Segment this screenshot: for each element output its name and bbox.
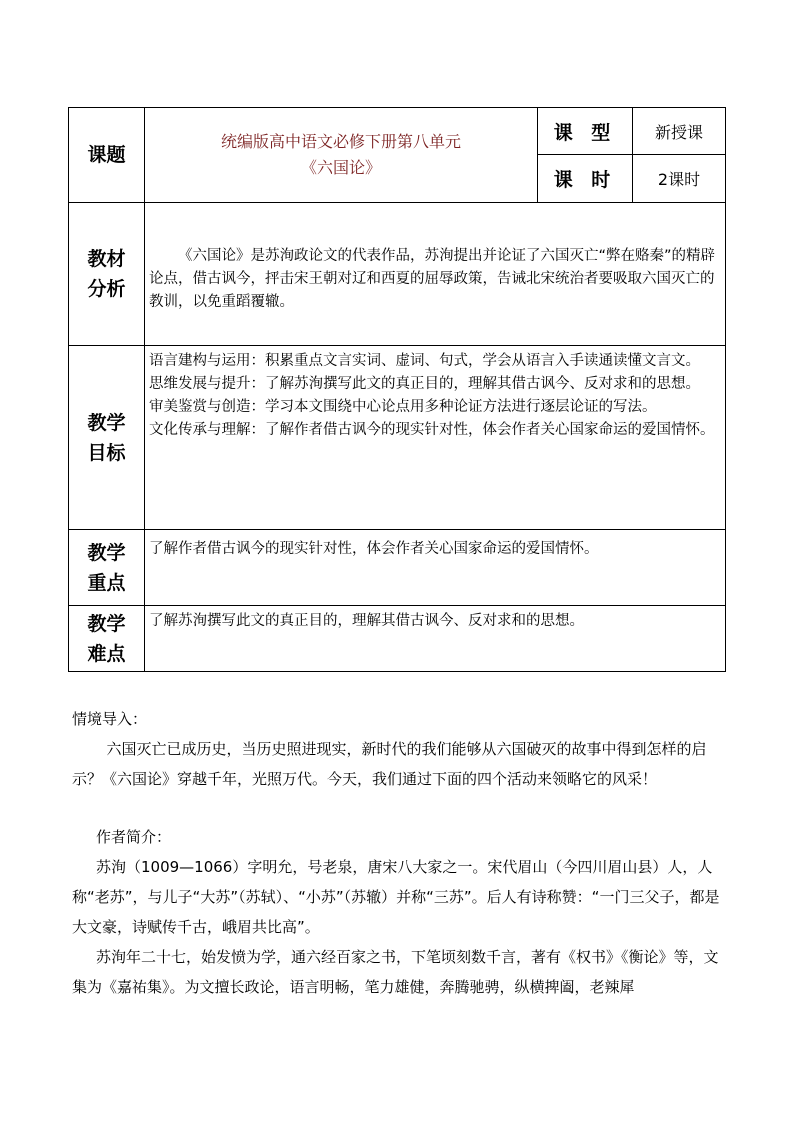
lesson-title-line2: 《六国论》 xyxy=(300,158,381,177)
key-label-line1: 教学 xyxy=(87,541,126,564)
analysis-cell xyxy=(145,203,726,346)
goal-aesthetic: 审美鉴赏与创造：学习本文围绕中心论点用多种论证方法进行逐层论证的写法。 xyxy=(149,399,657,415)
analysis-label-line1: 教材 xyxy=(87,248,126,270)
goal-culture: 文化传承与理解：了解作者借古讽今的现实针对性，体会作者关心国家命运的爱国情怀。 xyxy=(149,422,715,438)
key-text: 了解作者借古讽今的现实针对性，体会作者关心国家命运的爱国情怀。 xyxy=(149,541,599,557)
author-para-1: 苏洵（1009—1066）字明允，号老泉，唐宋八大家之一。宋代眉山（今四川眉山县）人，人称“老苏”，与儿子“大苏”（苏轼）、“小苏”（苏辙）并称“三苏”。后人有诗称赞：“一门三父子，都是大文豪，诗赋传千古，峨眉共比高”。 xyxy=(72,858,720,936)
lesson-hours-value: 2课时 xyxy=(633,155,726,203)
analysis-label-line2: 分析 xyxy=(87,278,126,300)
goals-cell xyxy=(145,346,726,530)
author-heading: 作者简介： xyxy=(96,828,172,846)
key-label-line2: 重点 xyxy=(87,571,126,594)
difficulty-label-line2: 难点 xyxy=(87,642,126,665)
author-section xyxy=(72,822,732,1002)
key-label-cell xyxy=(69,530,145,606)
lesson-type-value: 新授课 xyxy=(633,108,726,155)
lesson-type-label: 课 型 xyxy=(538,108,633,155)
lesson-hours-label: 课 时 xyxy=(538,155,633,203)
lesson-plan-table xyxy=(68,107,726,672)
difficulty-label-cell xyxy=(69,606,145,672)
author-para-2: 苏洵年二十七，始发愤为学，通六经百家之书，下笔顷刻数千言，著有《权书》《衡论》等，文集为《嘉祐集》。为文擅长政论，语言明畅，笔力雄健，奔腾驰骋，纵横捭阖，老辣犀 xyxy=(72,948,719,996)
key-cell xyxy=(145,530,726,606)
goals-label-line2: 目标 xyxy=(87,441,126,464)
topic-label-cell xyxy=(69,108,145,203)
lesson-title-cell xyxy=(145,108,538,203)
goal-thinking: 思维发展与提升：了解苏洵撰写此文的真正目的，理解其借古讽今、反对求和的思想。 xyxy=(149,376,700,392)
lesson-title-line1: 统编版高中语文必修下册第八单元 xyxy=(220,132,461,151)
difficulty-cell xyxy=(145,606,726,672)
difficulty-label-line1: 教学 xyxy=(87,612,126,635)
intro-heading: 情境导入： xyxy=(72,710,148,728)
goals-label-cell xyxy=(69,346,145,530)
goals-label-line1: 教学 xyxy=(87,411,126,434)
topic-label: 课题 xyxy=(87,144,126,166)
goal-language: 语言建构与运用：积累重点文言实词、虚词、句式，学会从语言入手读通读懂文言文。 xyxy=(149,353,700,369)
intro-text: 六国灭亡已成历史，当历史照进现实，新时代的我们能够从六国破灭的故事中得到怎样的启示？《六国论》穿越千年，光照万代。今天，我们通过下面的四个活动来领略它的风采！ xyxy=(72,740,707,788)
analysis-label-cell xyxy=(69,203,145,346)
difficulty-text: 了解苏洵撰写此文的真正目的，理解其借古讽今、反对求和的思想。 xyxy=(149,613,584,629)
intro-section xyxy=(72,704,732,794)
analysis-text: 《六国论》是苏洵政论文的代表作品，苏洵提出并论证了六国灭亡“弊在赂秦”的精辟论点，借古讽今，抨击宋王朝对辽和西夏的屈辱政策，告诫北宋统治者要吸取六国灭亡的教训，以免重蹈覆辙。 xyxy=(149,248,716,310)
